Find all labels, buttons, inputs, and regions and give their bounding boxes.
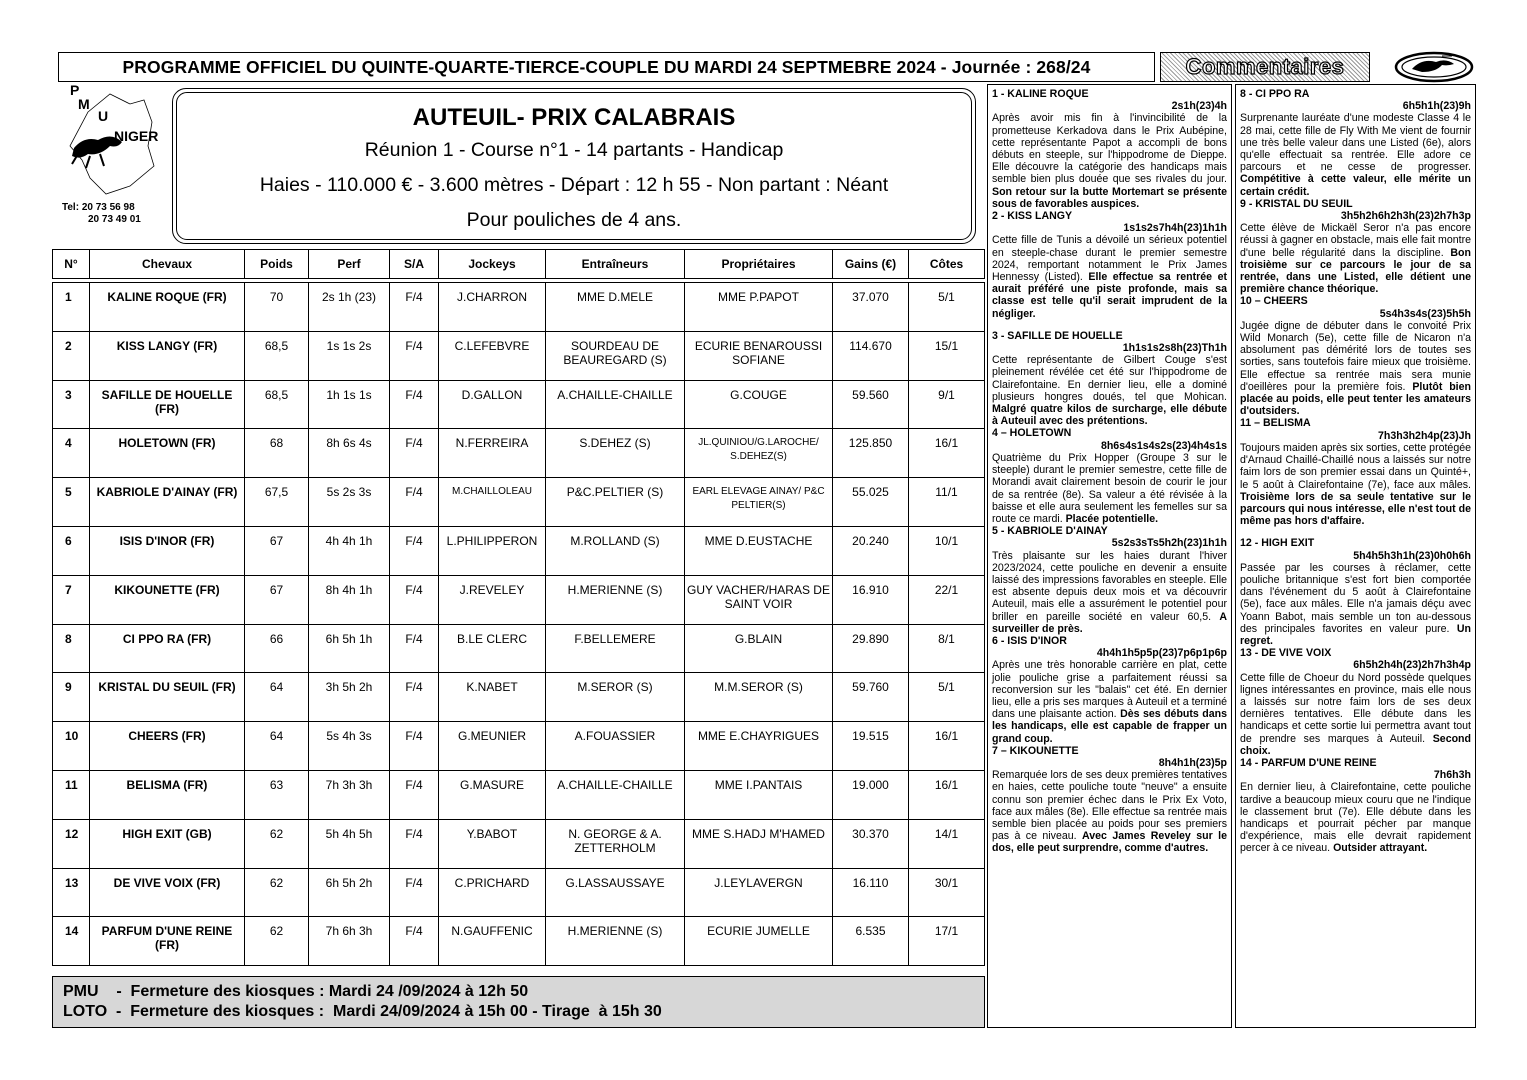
comment-performance: 5s2s3sTs5h2h(23)1h1h bbox=[1111, 537, 1227, 550]
cell-earnings: 20.240 bbox=[833, 526, 909, 575]
header-owners: Propriétaires bbox=[685, 250, 833, 279]
comment-text bbox=[1240, 320, 1471, 418]
cell-weight: 64 bbox=[245, 722, 309, 771]
comment-heading: 8 - CI PPO RA bbox=[1240, 88, 1310, 100]
cell-num: 8 bbox=[53, 624, 90, 673]
closing-times-box bbox=[52, 976, 985, 1028]
comment-text-regular: Cette fille de Choeur du Nord possède quelques lignes intéressantes en province, mais elle nous a laissés sur notre faim lors de ses deux dernières tentatives. Elle débute dans les handicaps et cette sortie lui permettra avant tout de prendre ses marques à Auteuil. bbox=[1240, 671, 1471, 745]
phone-line-1: Tel: 20 73 56 98 bbox=[62, 202, 135, 213]
cell-sex-age: F/4 bbox=[390, 380, 439, 429]
cell-sex-age: F/4 bbox=[390, 526, 439, 575]
logo-niger-word: NIGER bbox=[114, 128, 159, 144]
cell-perf: 6h 5h 2h bbox=[309, 868, 390, 917]
cell-trainer: N. GEORGE & A. ZETTERHOLM bbox=[546, 819, 685, 868]
cell-perf: 7h 3h 3h bbox=[309, 770, 390, 819]
header-odds: Côtes bbox=[909, 250, 985, 279]
cell-earnings: 16.110 bbox=[833, 868, 909, 917]
pmu-closing-line: PMU - Fermeture des kiosques : Mardi 24 /09/2024 à 12h 50 bbox=[63, 983, 529, 1000]
cell-odds: 30/1 bbox=[909, 868, 985, 917]
cell-horse: KISS LANGY (FR) bbox=[90, 331, 245, 380]
cell-trainer: H.MERIENNE (S) bbox=[546, 575, 685, 624]
comment-text-bold: Placée potentielle. bbox=[1065, 512, 1159, 525]
table-header-row bbox=[53, 250, 985, 279]
comment-performance: 7h3h3h2h4p(23)Jh bbox=[1377, 429, 1471, 442]
comment-performance: 1s1s2s7h4h(23)1h1h bbox=[1123, 222, 1227, 235]
cell-horse: HIGH EXIT (GB) bbox=[90, 819, 245, 868]
comments-title-text: Commentaires bbox=[1185, 54, 1345, 79]
race-info-box bbox=[172, 88, 976, 244]
cell-num: 14 bbox=[53, 917, 90, 966]
cell-jockey: C.LEFEBVRE bbox=[439, 331, 546, 380]
comment-text-regular: Toujours maiden après six sorties, cette protégée d'Arnaud Chaillé-Chaillé nous a laissés sur notre faim lors de son premier essai dans un Quinté+, le 5 août à Clairefontaine (7e), face aux mâles. bbox=[1240, 441, 1471, 491]
cell-owner: MME P.PAPOT bbox=[685, 283, 833, 332]
cell-trainer: S.DEHEZ (S) bbox=[546, 429, 685, 478]
cell-perf: 5s 2s 3s bbox=[309, 478, 390, 527]
table-row bbox=[53, 770, 985, 819]
table-row bbox=[53, 429, 985, 478]
table-row bbox=[53, 283, 985, 332]
cell-horse: CHEERS (FR) bbox=[90, 722, 245, 771]
cell-jockey: G.MASURE bbox=[439, 770, 546, 819]
cell-jockey: G.MEUNIER bbox=[439, 722, 546, 771]
cell-odds: 16/1 bbox=[909, 722, 985, 771]
comment-heading: 5 - KABRIOLE D'AINAY bbox=[992, 525, 1108, 538]
cell-horse: BELISMA (FR) bbox=[90, 770, 245, 819]
cell-sex-age: F/4 bbox=[390, 917, 439, 966]
race-meeting-line: Réunion 1 - Course n°1 - 14 partants - Handicap bbox=[364, 139, 784, 161]
comment-heading: 4 – HOLETOWN bbox=[992, 427, 1072, 440]
cell-sex-age: F/4 bbox=[390, 624, 439, 673]
cell-sex-age: F/4 bbox=[390, 722, 439, 771]
comment-heading: 10 – CHEERS bbox=[1240, 295, 1308, 308]
cell-owner: ECURIE BENAROUSSI SOFIANE bbox=[685, 331, 833, 380]
table-row bbox=[53, 478, 985, 527]
cell-odds: 16/1 bbox=[909, 770, 985, 819]
comment-text-regular: Passée par les courses à réclamer, cette pouliche britannique s'est fort bien comportée dans l'événement du 5 août à Clairefontaine (5e), face aux mâles. Elle n'a jamais déçu avec Yoann Babot, mais semble un ton au-dessous des principales favorites en valeur pure. bbox=[1240, 561, 1471, 635]
race-info-inner bbox=[176, 92, 972, 240]
comment-block bbox=[992, 427, 1227, 525]
table-row bbox=[53, 673, 985, 722]
comment-text bbox=[992, 769, 1227, 854]
cell-weight: 70 bbox=[245, 283, 309, 332]
cell-jockey: C.PRICHARD bbox=[439, 868, 546, 917]
phone-numbers bbox=[62, 202, 162, 226]
cell-earnings: 16.910 bbox=[833, 575, 909, 624]
cell-trainer: MME D.MELE bbox=[546, 283, 685, 332]
cell-odds: 16/1 bbox=[909, 429, 985, 478]
comment-block bbox=[992, 635, 1227, 745]
comment-text bbox=[1240, 222, 1471, 295]
cell-horse: ISIS D'INOR (FR) bbox=[90, 526, 245, 575]
comment-text-regular: Quatrième du Prix Hopper (Groupe 3 sur le steeple) durant le premier semestre, cette fille de Morandi avait clairement besoin de courir le jour de sa rentrée (8e). Sa valeur a été révisée à la baisse et elle aura seulement les femelles sur sa route ce mardi. bbox=[992, 451, 1227, 525]
comment-text bbox=[1240, 442, 1471, 527]
comment-text-bold: Outsider attrayant. bbox=[1333, 842, 1428, 855]
comment-text-bold: A surveiller de près. bbox=[992, 610, 1227, 635]
runners-body bbox=[53, 279, 985, 966]
table-row bbox=[53, 868, 985, 917]
cell-num: 1 bbox=[53, 283, 90, 332]
cell-weight: 66 bbox=[245, 624, 309, 673]
comment-text bbox=[1240, 112, 1471, 197]
cell-horse: DE VIVE VOIX (FR) bbox=[90, 868, 245, 917]
cell-owner: G.BLAIN bbox=[685, 624, 833, 673]
cell-trainer: G.LASSAUSSAYE bbox=[546, 868, 685, 917]
cell-perf: 1h 1s 1s bbox=[309, 380, 390, 429]
logo-letter-u: U bbox=[98, 108, 109, 124]
comment-heading: 9 - KRISTAL DU SEUIL bbox=[1240, 197, 1353, 210]
comment-text bbox=[992, 112, 1227, 210]
cell-odds: 14/1 bbox=[909, 819, 985, 868]
comment-text-bold: Avec James Reveley sur le dos, elle peut surprendre, comme d'autres. bbox=[992, 830, 1227, 855]
cell-num: 6 bbox=[53, 526, 90, 575]
cell-odds: 11/1 bbox=[909, 478, 985, 527]
comment-text-regular: Après avoir mis fin à l'invincibilité de la prometteuse Kerkadova dans le Prix Aubépine, cette représentante Papot a accompli de bons débuts en steeple, sur l'hippodrome de Dieppe. Elle découvre la catégorie des handicaps mais semble bien plus douée que ses rivales du jour. bbox=[992, 112, 1227, 186]
cell-weight: 68 bbox=[245, 429, 309, 478]
comment-text-regular: Jugée digne de débuter dans le convoité Prix Wild Monarch (5e), cette fille de Nicaron n'a absolument pas démérité lors de toutes ses sorties, sans toutefois faire mieux que troisième. Elle effectue sa rentrée mais sera munie d'oeillères pour la première fois. bbox=[1240, 319, 1471, 393]
comment-text-bold: Un regret. bbox=[1240, 622, 1471, 647]
cell-sex-age: F/4 bbox=[390, 673, 439, 722]
cell-odds: 8/1 bbox=[909, 624, 985, 673]
runners-table bbox=[52, 249, 985, 966]
comment-block bbox=[992, 330, 1227, 428]
comment-performance: 5s4h3s4s(23)5h5h bbox=[1379, 307, 1471, 320]
cell-perf: 4h 4h 1h bbox=[309, 526, 390, 575]
comment-text-regular: Après une très honorable carrière en plat, cette jolie pouliche grise a parfaitement réussi sa reconversion sur les "balais" cet été. En dernier lieu, elle a pris ses marques à Auteuil et a terminé dans une plaisante action. bbox=[992, 659, 1227, 721]
cell-trainer: M.ROLLAND (S) bbox=[546, 526, 685, 575]
header-jockeys: Jockeys bbox=[439, 250, 546, 279]
cell-owner: GUY VACHER/HARAS DE SAINT VOIR bbox=[685, 575, 833, 624]
cell-owner: ECURIE JUMELLE bbox=[685, 917, 833, 966]
cell-num: 3 bbox=[53, 380, 90, 429]
cell-earnings: 59.560 bbox=[833, 380, 909, 429]
cell-weight: 67 bbox=[245, 575, 309, 624]
comment-performance: 5h4h5h3h1h(23)0h0h6h bbox=[1353, 549, 1471, 562]
header-earnings: Gains (€) bbox=[833, 250, 909, 279]
cell-jockey: D.GALLON bbox=[439, 380, 546, 429]
cell-trainer: SOURDEAU DE BEAUREGARD (S) bbox=[546, 331, 685, 380]
cell-perf: 2s 1h (23) bbox=[309, 283, 390, 332]
cell-jockey: N.GAUFFENIC bbox=[439, 917, 546, 966]
comments-column-1 bbox=[987, 84, 1232, 1028]
comment-text-bold: Bon troisième sur ce parcours le jour de sa rentrée, dans une Listed, elle détient une première chance théorique. bbox=[1240, 246, 1471, 296]
comment-text-bold: Son retour sur la butte Mortemart se présente sous de favorables auspices. bbox=[992, 185, 1227, 210]
cell-num: 2 bbox=[53, 331, 90, 380]
cell-weight: 62 bbox=[245, 868, 309, 917]
comment-performance: 1h1s1s2s8h(23)Th1h bbox=[1122, 342, 1227, 355]
cell-perf: 3h 5h 2h bbox=[309, 673, 390, 722]
cell-weight: 63 bbox=[245, 770, 309, 819]
comment-block bbox=[992, 525, 1227, 635]
cell-weight: 67 bbox=[245, 526, 309, 575]
cell-jockey: J.REVELEY bbox=[439, 575, 546, 624]
comment-text bbox=[992, 452, 1227, 525]
cell-sex-age: F/4 bbox=[390, 868, 439, 917]
cell-owner: MME S.HADJ M'HAMED bbox=[685, 819, 833, 868]
cell-num: 4 bbox=[53, 429, 90, 478]
cell-owner: MME I.PANTAIS bbox=[685, 770, 833, 819]
table-row bbox=[53, 526, 985, 575]
comment-text bbox=[992, 659, 1227, 744]
comment-text-bold: Compétitive à cette valeur, elle mérite un certain crédit. bbox=[1240, 173, 1471, 198]
cell-odds: 17/1 bbox=[909, 917, 985, 966]
comment-block bbox=[1240, 417, 1471, 527]
cell-owner: EARL ELEVAGE AINAY/ P&C PELTIER(S) bbox=[685, 478, 833, 527]
cell-trainer: A.CHAILLE-CHAILLE bbox=[546, 380, 685, 429]
cell-horse: KABRIOLE D'AINAY (FR) bbox=[90, 478, 245, 527]
comment-text-regular: Remarquée lors de ses deux premières tentatives en haies, cette pouliche toute "neuve" a ensuite connu son premier échec dans le Prix Ex Voto, face aux mâles (8e). Elle effectue sa rentrée mais semble bien placée au poids pour ses premiers pas à ce niveau. bbox=[992, 769, 1227, 843]
cell-perf: 8h 6s 4s bbox=[309, 429, 390, 478]
cell-earnings: 29.890 bbox=[833, 624, 909, 673]
cell-horse: KALINE ROQUE (FR) bbox=[90, 283, 245, 332]
header-trainers: Entraîneurs bbox=[546, 250, 685, 279]
cell-trainer: A.FOUASSIER bbox=[546, 722, 685, 771]
cell-odds: 5/1 bbox=[909, 283, 985, 332]
cell-horse: PARFUM D'UNE REINE (FR) bbox=[90, 917, 245, 966]
comment-performance: 2s1h(23)4h bbox=[1171, 100, 1227, 113]
pmu-niger-logo bbox=[60, 82, 160, 200]
table-row bbox=[53, 722, 985, 771]
comment-text-bold: Malgré quatre kilos de surcharge, elle débute à Auteuil avec des prétentions. bbox=[992, 403, 1227, 428]
comment-text-bold: Second choix. bbox=[1240, 732, 1471, 757]
comment-text bbox=[992, 550, 1227, 635]
table-row bbox=[53, 624, 985, 673]
logo-letter-p: P bbox=[70, 82, 80, 98]
header-horses: Chevaux bbox=[90, 250, 245, 279]
header-num: N° bbox=[53, 250, 90, 279]
cell-trainer: F.BELLEMERE bbox=[546, 624, 685, 673]
cell-perf: 5s 4h 3s bbox=[309, 722, 390, 771]
cell-num: 12 bbox=[53, 819, 90, 868]
cell-owner: M.M.SEROR (S) bbox=[685, 673, 833, 722]
race-details-line: Haies - 110.000 € - 3.600 mètres - Départ : 12 h 55 - Non partant : Néant bbox=[259, 174, 889, 196]
cell-horse: SAFILLE DE HOUELLE (FR) bbox=[90, 380, 245, 429]
cell-perf: 6h 5h 1h bbox=[309, 624, 390, 673]
header-weight: Poids bbox=[245, 250, 309, 279]
program-title-text: PROGRAMME OFFICIEL DU QUINTE-QUARTE-TIERCE-COUPLE DU MARDI 24 SEPTMEBRE 2024 - Journée : 268/24 bbox=[122, 56, 1091, 77]
cell-odds: 22/1 bbox=[909, 575, 985, 624]
cell-num: 7 bbox=[53, 575, 90, 624]
logo-letter-m: M bbox=[78, 96, 90, 112]
comment-performance: 6h5h2h4h(23)2h7h3h4p bbox=[1353, 659, 1471, 672]
cell-weight: 62 bbox=[245, 917, 309, 966]
cell-weight: 68,5 bbox=[245, 331, 309, 380]
cell-odds: 5/1 bbox=[909, 673, 985, 722]
header-perf: Perf bbox=[309, 250, 390, 279]
table-row bbox=[53, 380, 985, 429]
cell-sex-age: F/4 bbox=[390, 819, 439, 868]
comment-heading: 6 - ISIS D'INOR bbox=[992, 634, 1067, 647]
pmu-horse-logo-icon bbox=[1392, 50, 1476, 84]
cell-odds: 10/1 bbox=[909, 526, 985, 575]
table-row bbox=[53, 917, 985, 966]
cell-sex-age: F/4 bbox=[390, 429, 439, 478]
cell-perf: 8h 4h 1h bbox=[309, 575, 390, 624]
phone-line-2: 20 73 49 01 bbox=[88, 214, 141, 225]
comment-text bbox=[1240, 781, 1471, 854]
cell-trainer: P&C.PELTIER (S) bbox=[546, 478, 685, 527]
cell-earnings: 55.025 bbox=[833, 478, 909, 527]
cell-earnings: 19.515 bbox=[833, 722, 909, 771]
comment-heading: 3 - SAFILLE DE HOUELLE bbox=[992, 329, 1123, 342]
cell-trainer: H.MERIENNE (S) bbox=[546, 917, 685, 966]
comments-title-banner bbox=[1160, 52, 1370, 82]
cell-jockey: N.FERREIRA bbox=[439, 429, 546, 478]
comment-text-regular: Très plaisante sur les haies durant l'hiver 2023/2024, cette pouliche en devenir a ensuite laissé des impressions favorables en steeple. Elle est absente depuis deux mois et va découvrir Auteuil, mais elle a assurément le potentiel pour briller en pareille société en valeur 60,5. bbox=[992, 549, 1227, 623]
cell-weight: 67,5 bbox=[245, 478, 309, 527]
comment-heading: 14 - PARFUM D'UNE REINE bbox=[1240, 756, 1377, 769]
comment-text-bold: Troisième lors de sa seule tentative sur le parcours qui nous intéresse, elle n'est tout de même pas hors d'affaire. bbox=[1240, 490, 1471, 528]
comment-block bbox=[1240, 88, 1471, 198]
cell-earnings: 6.535 bbox=[833, 917, 909, 966]
comment-text-regular: Cette fille de Tunis a dévoilé un sérieux potentiel en steeple-chase durant le premier semestre 2024, remportant notamment le Prix James Hennessy (Listed). bbox=[992, 234, 1227, 284]
cell-earnings: 125.850 bbox=[833, 429, 909, 478]
cell-jockey: B.LE CLERC bbox=[439, 624, 546, 673]
cell-owner: G.COUGE bbox=[685, 380, 833, 429]
comment-block bbox=[1240, 198, 1471, 296]
comment-text bbox=[1240, 672, 1471, 757]
comment-performance: 3h5h2h6h2h3h(23)2h7h3p bbox=[1340, 210, 1471, 223]
cell-odds: 9/1 bbox=[909, 380, 985, 429]
program-title bbox=[58, 52, 1155, 82]
comment-text-regular: Cette élève de Mickaël Seror n'a pas encore réussi à gagner en obstacle, mais elle fait montre d'une belle régularité dans la discipline. bbox=[1240, 222, 1471, 259]
cell-num: 5 bbox=[53, 478, 90, 527]
comment-heading: 13 - DE VIVE VOIX bbox=[1240, 647, 1332, 660]
cell-jockey: M.CHAILLOLEAU bbox=[439, 478, 546, 527]
header-sex-age: S/A bbox=[390, 250, 439, 279]
comment-performance: 7h6h3h bbox=[1433, 769, 1471, 782]
comment-heading: 7 – KIKOUNETTE bbox=[992, 744, 1079, 757]
cell-sex-age: F/4 bbox=[390, 478, 439, 527]
comment-block bbox=[992, 88, 1227, 210]
comment-text bbox=[1240, 562, 1471, 647]
comment-performance: 8h4h1h(23)5p bbox=[1158, 756, 1227, 769]
table-row bbox=[53, 575, 985, 624]
cell-sex-age: F/4 bbox=[390, 331, 439, 380]
cell-horse: KIKOUNETTE (FR) bbox=[90, 575, 245, 624]
comments-column-2 bbox=[1235, 84, 1476, 1028]
race-conditions-line: Pour pouliches de 4 ans. bbox=[466, 209, 682, 231]
cell-horse: HOLETOWN (FR) bbox=[90, 429, 245, 478]
cell-trainer: A.CHAILLE-CHAILLE bbox=[546, 770, 685, 819]
comment-heading: 12 - HIGH EXIT bbox=[1240, 537, 1315, 550]
cell-perf: 1s 1s 2s bbox=[309, 331, 390, 380]
cell-horse: KRISTAL DU SEUIL (FR) bbox=[90, 673, 245, 722]
cell-odds: 15/1 bbox=[909, 331, 985, 380]
comment-block bbox=[1240, 757, 1471, 855]
cell-jockey: L.PHILIPPERON bbox=[439, 526, 546, 575]
comment-text-regular: Surprenante lauréate d'une modeste Classe 4 le 28 mai, cette fille de Fly With Me vient de fournir une très belle valeur dans une Listed (6e), alors qu'elle effectuait sa rentrée. Elle adore ce parcours et ne cesse de progresser. bbox=[1240, 112, 1471, 174]
comment-text-regular: En dernier lieu, à Clairefontaine, cette pouliche tardive a beaucoup mieux couru que ne l'indique le classement brut (7e). Elle débute dans les handicaps et pourrait pécher par manque d'expérience, mais elle devrait rapidement percer à ce niveau. bbox=[1240, 781, 1471, 855]
cell-horse: CI PPO RA (FR) bbox=[90, 624, 245, 673]
cell-num: 9 bbox=[53, 673, 90, 722]
cell-weight: 68,5 bbox=[245, 380, 309, 429]
comment-heading: 11 – BELISMA bbox=[1240, 417, 1311, 430]
table-row bbox=[53, 331, 985, 380]
comment-heading: 2 - KISS LANGY bbox=[992, 210, 1073, 223]
cell-owner: MME D.EUSTACHE bbox=[685, 526, 833, 575]
cell-jockey: J.CHARRON bbox=[439, 283, 546, 332]
cell-earnings: 30.370 bbox=[833, 819, 909, 868]
comment-block bbox=[1240, 537, 1471, 647]
cell-sex-age: F/4 bbox=[390, 283, 439, 332]
cell-owner: JL.QUINIOU/G.LAROCHE/ S.DEHEZ(S) bbox=[685, 429, 833, 478]
cell-sex-age: F/4 bbox=[390, 770, 439, 819]
comment-text-regular: Cette représentante de Gilbert Couge s'est pleinement révélée cet été sur l'hippodrome de Clairefontaine. En dernier lieu, elle a dominé plusieurs hongres doués, tel que Mohican. bbox=[992, 354, 1227, 403]
cell-jockey: Y.BABOT bbox=[439, 819, 546, 868]
comment-block bbox=[1240, 647, 1471, 757]
cell-num: 11 bbox=[53, 770, 90, 819]
comment-performance: 8h6s4s1s4s2s(23)4h4s1s bbox=[1100, 439, 1227, 452]
cell-perf: 7h 6h 3h bbox=[309, 917, 390, 966]
cell-earnings: 37.070 bbox=[833, 283, 909, 332]
race-name: AUTEUIL- PRIX CALABRAIS bbox=[412, 104, 736, 131]
cell-earnings: 59.760 bbox=[833, 673, 909, 722]
cell-earnings: 114.670 bbox=[833, 331, 909, 380]
comment-heading: 1 - KALINE ROQUE bbox=[992, 88, 1089, 100]
cell-num: 10 bbox=[53, 722, 90, 771]
comment-block bbox=[1240, 295, 1471, 417]
cell-perf: 5h 4h 5h bbox=[309, 819, 390, 868]
cell-sex-age: F/4 bbox=[390, 575, 439, 624]
cell-jockey: K.NABET bbox=[439, 673, 546, 722]
loto-closing-line: LOTO - Fermeture des kiosques : Mardi 24/09/2024 à 15h 00 - Tirage à 15h 30 bbox=[63, 1003, 662, 1020]
table-row bbox=[53, 819, 985, 868]
comment-block bbox=[992, 745, 1227, 855]
comment-text bbox=[992, 354, 1227, 427]
comment-text-bold: Plutôt bien placée au poids, elle peut tenter les amateurs d'outsiders. bbox=[1240, 380, 1471, 418]
cell-trainer: M.SEROR (S) bbox=[546, 673, 685, 722]
cell-earnings: 19.000 bbox=[833, 770, 909, 819]
comment-block bbox=[992, 210, 1227, 320]
cell-weight: 62 bbox=[245, 819, 309, 868]
comment-text-bold: Elle effectue sa rentrée et aurait préféré une piste profonde, mais sa classe est telle qu'il serait imprudent de la négliger. bbox=[992, 271, 1227, 320]
comment-performance: 6h5h1h(23)9h bbox=[1402, 100, 1471, 113]
comment-performance: 4h4h1h5p5p(23)7p6p1p6p bbox=[1096, 647, 1227, 660]
cell-owner: MME E.CHAYRIGUES bbox=[685, 722, 833, 771]
cell-num: 13 bbox=[53, 868, 90, 917]
cell-owner: J.LEYLAVERGN bbox=[685, 868, 833, 917]
cell-weight: 64 bbox=[245, 673, 309, 722]
comment-text-bold: Dès ses débuts dans les handicaps, elle est capable de frapper un grand coup. bbox=[992, 708, 1227, 745]
comment-text bbox=[992, 234, 1227, 319]
